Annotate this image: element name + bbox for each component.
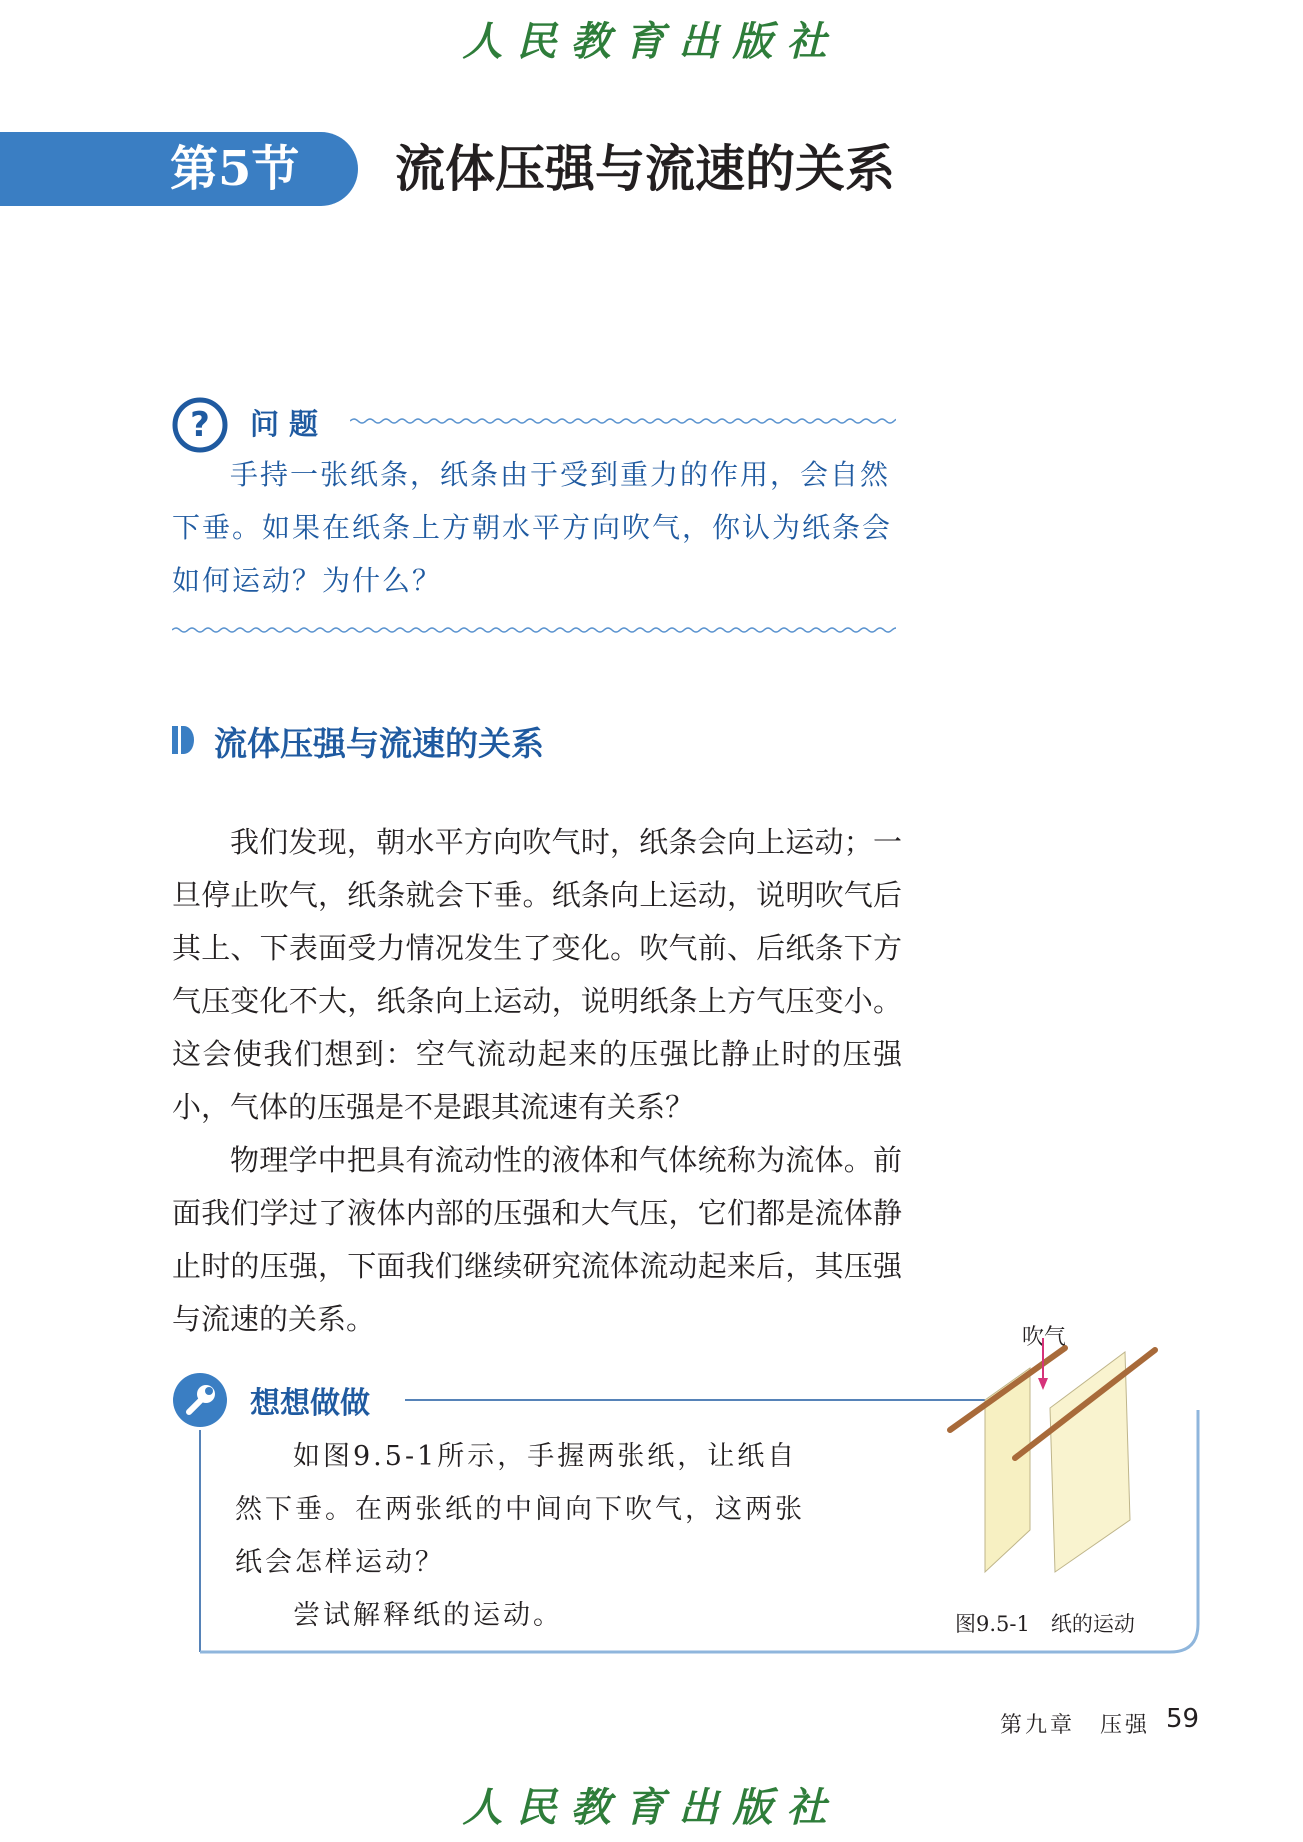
think-do-paragraph-1: 如图9.5-1所示，手握两张纸，让纸自然下垂。在两张纸的中间向下吹气，这两张纸会怎样运动？: [235, 1441, 805, 1578]
section-title: 流体压强与流速的关系: [395, 139, 895, 198]
body-paragraph-1: 我们发现，朝水平方向吹气时，纸条会向上运动；一旦停止吹气，纸条就会下垂。纸条向上运动，说明吹气后其上、下表面受力情况发生了变化。吹气前、后纸条下方气压变化不大，纸条向上运动，说明纸条上方气压变小。这会使我们想到：空气流动起来的压强比静止时的压强小，气体的压强是不是跟其流速有关系？: [172, 825, 902, 1124]
section-number: 第5节: [170, 141, 300, 197]
think-do-paragraph-2: 尝试解释纸的运动。: [293, 1600, 563, 1631]
paper-strips-illustration: [930, 1330, 1180, 1580]
svg-text:?: ?: [190, 405, 210, 445]
wavy-divider-top: [350, 416, 896, 426]
footer-chapter: 第九章 压强: [1000, 1713, 1151, 1738]
think-do-label: 想想做做: [250, 1386, 370, 1421]
question-label: 问题: [250, 407, 329, 441]
question-text: [172, 448, 902, 607]
question-paragraph: 手持一张纸条，纸条由于受到重力的作用，会自然下垂。如果在纸条上方朝水平方向吹气，你认为纸条会如何运动？为什么？: [172, 458, 893, 597]
body-paragraph-2: 物理学中把具有流动性的液体和气体统称为流体。前面我们学过了液体内部的压强和大气压，它们都是流体静止时的压强，下面我们继续研究流体流动起来后，其压强与流速的关系。: [172, 1143, 902, 1336]
section-marker-icon: [172, 726, 194, 754]
wrench-icon: [172, 1372, 228, 1428]
publisher-watermark-bottom: 人民教育出版社: [462, 1784, 841, 1831]
publisher-watermark-top: 人民教育出版社: [462, 18, 841, 65]
wavy-divider-bottom: [172, 625, 896, 635]
sub-heading: 流体压强与流速的关系: [214, 724, 544, 763]
figure-caption: 图9.5-1 纸的运动: [955, 1612, 1135, 1636]
question-icon: [172, 397, 228, 453]
figure-blow-label: 吹气: [1022, 1325, 1067, 1350]
think-do-text: [235, 1430, 815, 1642]
body-text: [172, 816, 902, 1346]
page-number: 59: [1166, 1704, 1200, 1734]
